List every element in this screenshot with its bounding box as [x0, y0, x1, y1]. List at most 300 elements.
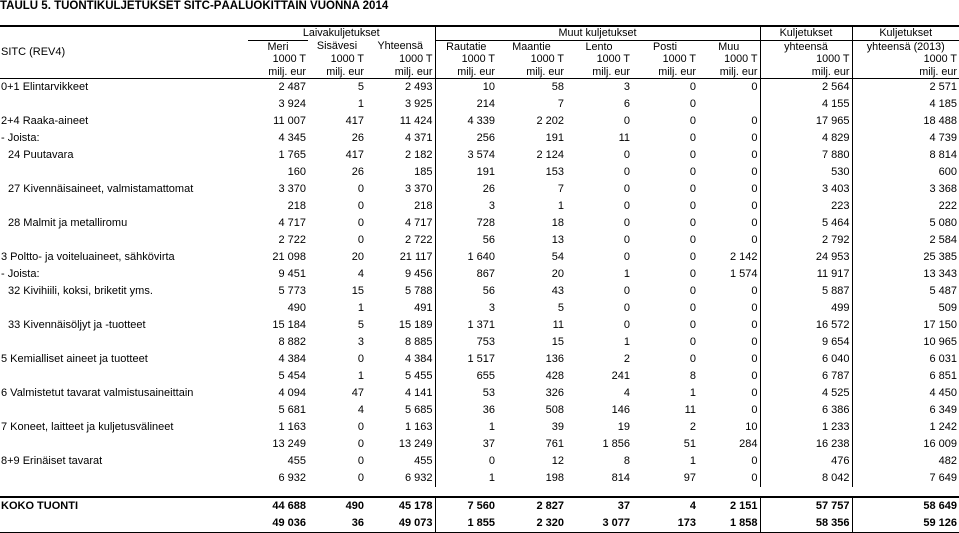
table-row [0, 232, 959, 249]
row-label: 5 Kemialliset aineet ja tuotteet [1, 353, 148, 365]
table-cell: 185 [414, 166, 433, 178]
table-cell: 6 787 [760, 368, 852, 385]
column-header: yhteensä [760, 40, 852, 53]
table-cell: 19 [617, 421, 631, 433]
table-cell: 0 [689, 268, 697, 280]
table-cell: 10 965 [852, 334, 959, 351]
table-cell: 4 384 [278, 353, 306, 365]
column-header: yhteensä (2013) [852, 40, 959, 53]
table-cell: 153 [545, 166, 565, 178]
unit-tonnes-label: 1000 T [724, 53, 758, 65]
table-cell: 0 [751, 370, 758, 382]
table-cell: 1 [357, 98, 364, 110]
table-cell: 0 [751, 387, 758, 399]
table-cell: 0 [623, 183, 631, 195]
table-cell: 218 [414, 200, 433, 212]
table-cell: 59 126 [852, 515, 959, 533]
table-cell: 3 370 [278, 183, 306, 195]
table-cell: 13 343 [852, 266, 959, 283]
table-cell: 1 517 [435, 351, 497, 368]
table-cell: 2 [623, 353, 631, 365]
table-cell: 1 [357, 302, 364, 314]
unit-tonnes-label: 1000 T [272, 53, 306, 65]
table-cell: 1 765 [278, 149, 306, 161]
table-cell: 11 [684, 404, 697, 416]
table-cell: 655 [435, 368, 497, 385]
row-label: 0+1 Elintarvikkeet [1, 81, 89, 93]
table-cell: 0 [689, 183, 697, 195]
table-cell: 5 [357, 319, 364, 331]
row-label: 24 Puutavara [8, 149, 74, 161]
column-header: Sisävesi [316, 40, 358, 53]
table-cell: 1 856 [602, 438, 631, 450]
table-cell: 0 [623, 285, 631, 297]
table-cell: 3 925 [404, 98, 433, 110]
table-cell: 455 [287, 455, 306, 467]
table-cell: 18 [551, 217, 565, 229]
table-cell: 3 370 [404, 183, 433, 195]
table-cell: 8 882 [278, 336, 306, 348]
table-cell: 4 450 [852, 385, 959, 402]
table-row [0, 470, 959, 487]
table-cell: 0 [623, 217, 631, 229]
unit-tonnes-label: 1000 T [662, 53, 697, 65]
table-cell: 2 124 [536, 149, 565, 161]
table-cell: 6 [623, 98, 631, 110]
unit-tonnes-label: 1000 T [760, 53, 852, 66]
table-cell: 499 [760, 300, 852, 317]
column-header: Meri [248, 40, 308, 53]
table-row [0, 419, 959, 436]
table-cell: 2 722 [404, 234, 433, 246]
table-cell: 9 456 [404, 268, 433, 280]
table-cell: 222 [852, 198, 959, 215]
table-cell: 4 185 [852, 96, 959, 113]
table-cell: 5 681 [278, 404, 306, 416]
row-label: KOKO TUONTI [0, 497, 248, 515]
table-cell: 4 739 [852, 130, 959, 147]
table-cell: 10 [745, 421, 758, 433]
table-cell: 0 [751, 353, 758, 365]
table-cell: 2 722 [278, 234, 306, 246]
table-cell: 49 073 [366, 515, 435, 533]
table-cell: 20 [351, 251, 364, 263]
table-row [0, 113, 959, 130]
table-cell: 0 [751, 149, 758, 161]
table-cell: 13 249 [272, 438, 306, 450]
row-label [0, 232, 248, 249]
table-cell: 0 [689, 353, 697, 365]
table-cell: 3 [357, 336, 364, 348]
table-cell: 6 349 [852, 402, 959, 419]
table-row [0, 215, 959, 232]
table-cell: 0 [357, 421, 364, 433]
table-cell: 2 792 [760, 232, 852, 249]
table-cell: 1 [623, 268, 631, 280]
table-cell: 173 [632, 515, 698, 533]
row-label: 32 Kivihiili, koksi, briketit yms. [8, 285, 153, 297]
table-row [0, 96, 959, 113]
table-cell: 17 965 [760, 113, 852, 130]
table-cell: 1 858 [698, 515, 760, 533]
table-cell: 1 [689, 387, 697, 399]
table-row [0, 385, 959, 402]
table-cell: 37 [435, 436, 497, 453]
table-cell: 867 [435, 266, 497, 283]
table-cell: 198 [545, 472, 565, 484]
table-cell: 15 [351, 285, 364, 297]
table-row [0, 334, 959, 351]
table-row [0, 300, 959, 317]
table-cell: 13 [551, 234, 565, 246]
table-cell: 37 [566, 497, 632, 515]
table-cell: 0 [689, 285, 697, 297]
table-cell: 508 [545, 404, 565, 416]
table-cell: 0 [357, 438, 364, 450]
table-cell: 97 [683, 472, 697, 484]
table-cell: 753 [435, 334, 497, 351]
table-cell: 15 184 [272, 319, 306, 331]
row-label [0, 368, 248, 385]
unit-tonnes-label: 1000 T [435, 53, 497, 66]
table-cell: 5 685 [404, 404, 433, 416]
table-cell: 13 249 [398, 438, 433, 450]
table-cell: 1 [557, 200, 565, 212]
table-cell: 16 238 [760, 436, 852, 453]
table-cell: 11 [618, 132, 631, 144]
table-cell: 0 [689, 217, 697, 229]
table-cell: 0 [623, 319, 631, 331]
table-cell: 20 [551, 268, 565, 280]
table-cell: 11 917 [760, 266, 852, 283]
table-cell: 0 [357, 455, 364, 467]
table-cell: 0 [751, 81, 758, 93]
table-cell: 7 560 [435, 497, 497, 515]
table-cell: 36 [435, 402, 497, 419]
table-cell: 45 178 [366, 497, 435, 515]
sitc-header: SITC (REV4) [0, 26, 248, 79]
table-cell: 482 [852, 453, 959, 470]
table-cell: 4 [632, 497, 698, 515]
table-row [0, 266, 959, 283]
table-cell: 2 [689, 421, 697, 433]
table-cell: 0 [751, 404, 758, 416]
table-cell: 3 077 [566, 515, 632, 533]
table-cell: 11 424 [399, 115, 433, 127]
table-cell: 1 [689, 455, 697, 467]
table-cell: 214 [435, 96, 497, 113]
row-label [0, 96, 248, 113]
unit-eur-label: milj. eur [566, 66, 632, 79]
table-cell: 0 [751, 200, 758, 212]
table-cell: 7 [557, 98, 565, 110]
table-cell [698, 96, 760, 113]
table-cell: 4 384 [404, 353, 433, 365]
table-cell: 2 827 [497, 497, 566, 515]
table-cell: 4 [357, 268, 364, 280]
table-cell: 21 117 [399, 251, 433, 263]
row-label: 3 Poltto- ja voiteluaineet, sähkövirta [1, 251, 175, 263]
table-cell: 2 142 [729, 251, 758, 263]
table-cell: 5 464 [760, 215, 852, 232]
table-cell: 3 [435, 300, 497, 317]
table-row [0, 497, 959, 515]
table-cell: 43 [551, 285, 565, 297]
table-cell: 0 [751, 217, 758, 229]
table-cell: 284 [739, 438, 758, 450]
table-cell: 56 [435, 232, 497, 249]
table-cell: 25 385 [852, 249, 959, 266]
table-cell: 490 [287, 302, 306, 314]
table-cell: 5 887 [760, 283, 852, 300]
data-table [0, 25, 959, 533]
unit-tonnes-label: 1000 T [399, 53, 433, 65]
row-label: 27 Kivennäisaineet, valmistamattomat [8, 183, 194, 195]
table-cell: 326 [545, 387, 565, 399]
table-cell: 0 [357, 183, 364, 195]
table-row [0, 164, 959, 181]
table-body [0, 79, 959, 533]
table-cell: 16 572 [760, 317, 852, 334]
table-cell: 0 [751, 132, 758, 144]
table-cell: 58 [551, 81, 565, 93]
table-cell: 6 932 [404, 472, 433, 484]
table-cell: 26 [435, 181, 497, 198]
row-label: - Joista: [1, 268, 40, 280]
unit-eur-label: milj. eur [698, 66, 760, 79]
table-cell: 2 151 [698, 497, 760, 515]
table-cell: 3 [435, 198, 497, 215]
table-cell: 2 571 [852, 79, 959, 97]
table-cell: 26 [351, 166, 364, 178]
table-cell: 4 717 [278, 217, 306, 229]
table-row [0, 147, 959, 164]
table-cell: 11 [552, 319, 565, 331]
table-cell: 10 [435, 79, 497, 97]
row-label [0, 198, 248, 215]
table-cell: 4 371 [404, 132, 433, 144]
table-cell: 6 932 [278, 472, 306, 484]
table-cell: 5 080 [852, 215, 959, 232]
table-cell: 7 [557, 183, 565, 195]
column-header: Yhteensä [377, 40, 424, 53]
table-cell: 428 [545, 370, 565, 382]
table-cell: 241 [611, 370, 631, 382]
table-cell: 5 [557, 302, 565, 314]
table-cell: 36 [308, 515, 366, 533]
row-label: 33 Kivennäisöljyt ja -tuotteet [8, 319, 146, 331]
row-label [0, 402, 248, 419]
table-cell: 54 [551, 251, 565, 263]
table-cell: 8 042 [760, 470, 852, 487]
table-cell: 12 [551, 455, 565, 467]
table-cell: 58 649 [852, 497, 959, 515]
table-cell: 0 [751, 472, 758, 484]
group-other: Muut kuljetukset [435, 26, 760, 40]
unit-eur-label: milj. eur [852, 66, 959, 79]
table-cell: 1 [435, 419, 497, 436]
table-row [0, 453, 959, 470]
table-cell: 1 [357, 370, 364, 382]
row-label [0, 334, 248, 351]
table-cell: 0 [357, 200, 364, 212]
unit-eur-label: milj. eur [760, 66, 852, 79]
table-cell: 0 [689, 200, 697, 212]
table-row [0, 198, 959, 215]
column-header: Lento [566, 40, 632, 53]
table-cell: 191 [435, 164, 497, 181]
row-label [0, 515, 248, 533]
table-cell: 490 [308, 497, 366, 515]
table-cell: 0 [357, 234, 364, 246]
table-cell: 1 163 [278, 421, 306, 433]
row-label: 7 Koneet, laitteet ja kuljetusvälineet [1, 421, 174, 433]
table-cell: 5 [357, 81, 364, 93]
table-cell: 6 386 [760, 402, 852, 419]
table-cell: 3 924 [278, 98, 306, 110]
table-cell: 1 640 [435, 249, 497, 266]
table-cell: 53 [435, 385, 497, 402]
table-cell: 9 451 [278, 268, 306, 280]
table-cell: 26 [351, 132, 364, 144]
table-cell: 0 [623, 115, 631, 127]
table-cell: 5 454 [278, 370, 306, 382]
table-title: TAULU 5. TUONTIKULJETUKSET SITC-PÄÄLUOKITTAIN VUONNA 2014 [0, 0, 389, 12]
group-total: Kuljetukset [760, 26, 852, 40]
table-cell: 0 [751, 234, 758, 246]
table-cell: 6 851 [852, 368, 959, 385]
table-cell: 56 [435, 283, 497, 300]
table-cell: 0 [751, 115, 758, 127]
table-cell: 761 [545, 438, 565, 450]
table-header [0, 26, 959, 79]
table-cell: 2 182 [404, 149, 433, 161]
table-cell: 8 [689, 370, 697, 382]
table-cell: 455 [414, 455, 433, 467]
table-cell: 5 773 [278, 285, 306, 297]
table-cell: 21 098 [272, 251, 306, 263]
table-cell: 1 233 [760, 419, 852, 436]
table-cell: 0 [689, 149, 697, 161]
unit-tonnes-label: 1000 T [330, 53, 364, 65]
table-cell: 4 094 [278, 387, 306, 399]
unit-eur-label: milj. eur [497, 66, 566, 79]
table-cell: 39 [551, 421, 565, 433]
table-cell: 1 242 [852, 419, 959, 436]
table-cell: 0 [689, 302, 697, 314]
table-cell: 5 487 [852, 283, 959, 300]
table-cell: 417 [345, 115, 364, 127]
table-cell: 0 [689, 319, 697, 331]
table-cell: 0 [689, 81, 697, 93]
table-cell: 57 757 [760, 497, 852, 515]
table-cell: 0 [435, 453, 497, 470]
table-cell: 1 163 [404, 421, 433, 433]
table-cell: 0 [623, 200, 631, 212]
row-label: 28 Malmit ja metalliromu [8, 217, 128, 229]
table-cell: 7 649 [852, 470, 959, 487]
column-header: Rautatie [435, 40, 497, 53]
table-cell: 0 [751, 336, 758, 348]
table-row [0, 351, 959, 368]
unit-eur-label: milj. eur [308, 66, 366, 79]
table-cell: 0 [751, 302, 758, 314]
table-cell: 24 953 [760, 249, 852, 266]
table-cell: 2 487 [278, 81, 306, 93]
table-cell: 0 [689, 234, 697, 246]
table-cell: 4 829 [760, 130, 852, 147]
table-cell: 11 007 [273, 115, 306, 127]
table-cell: 160 [287, 166, 306, 178]
table-cell: 2 202 [536, 115, 565, 127]
table-cell: 8 [623, 455, 631, 467]
table-cell: 1 855 [435, 515, 497, 533]
table-cell: 51 [683, 438, 697, 450]
row-label [0, 300, 248, 317]
table-cell: 6 040 [760, 351, 852, 368]
spacer-row [0, 487, 959, 497]
table-cell: 0 [623, 251, 631, 263]
table-cell: 600 [852, 164, 959, 181]
table-cell: 2 320 [497, 515, 566, 533]
table-cell: 4 717 [404, 217, 433, 229]
table-cell: 3 574 [435, 147, 497, 164]
table-cell: 4 339 [435, 113, 497, 130]
table-cell: 0 [689, 251, 697, 263]
table-cell: 0 [357, 353, 364, 365]
table-cell: 4 155 [760, 96, 852, 113]
table-cell: 136 [545, 353, 565, 365]
table-cell: 2 584 [852, 232, 959, 249]
table-cell: 191 [545, 132, 565, 144]
table-cell: 509 [852, 300, 959, 317]
row-label: 8+9 Erinäiset tavarat [1, 455, 103, 467]
table-row [0, 317, 959, 334]
table-cell: 1 371 [435, 317, 497, 334]
table-cell: 0 [357, 217, 364, 229]
table-cell: 3 [623, 81, 631, 93]
row-label [0, 470, 248, 487]
table-cell: 0 [751, 183, 758, 195]
table-row [0, 79, 959, 97]
table-cell: 0 [751, 166, 758, 178]
column-header: Posti [632, 40, 698, 53]
table-cell: 491 [414, 302, 433, 314]
table-cell: 17 150 [852, 317, 959, 334]
row-label: 6 Valmistetut tavarat valmistusaineittain [1, 387, 194, 399]
table-row [0, 436, 959, 453]
table-cell: 4 141 [404, 387, 433, 399]
table-cell: 1 574 [729, 268, 758, 280]
unit-eur-label: milj. eur [435, 66, 497, 79]
table-cell: 4 [357, 404, 364, 416]
table-cell: 146 [611, 404, 631, 416]
table-cell: 0 [751, 319, 758, 331]
row-label [0, 164, 248, 181]
table-row [0, 249, 959, 266]
table-row [0, 515, 959, 533]
table-cell: 44 688 [248, 497, 308, 515]
table-cell: 8 885 [404, 336, 433, 348]
table-cell: 15 [551, 336, 565, 348]
group-sea: Laivakuljetukset [248, 26, 435, 40]
row-label: - Joista: [1, 132, 40, 144]
table-row [0, 130, 959, 147]
unit-tonnes-label: 1000 T [852, 53, 959, 66]
table-cell: 18 488 [852, 113, 959, 130]
table-row [0, 283, 959, 300]
table-cell: 0 [357, 472, 364, 484]
